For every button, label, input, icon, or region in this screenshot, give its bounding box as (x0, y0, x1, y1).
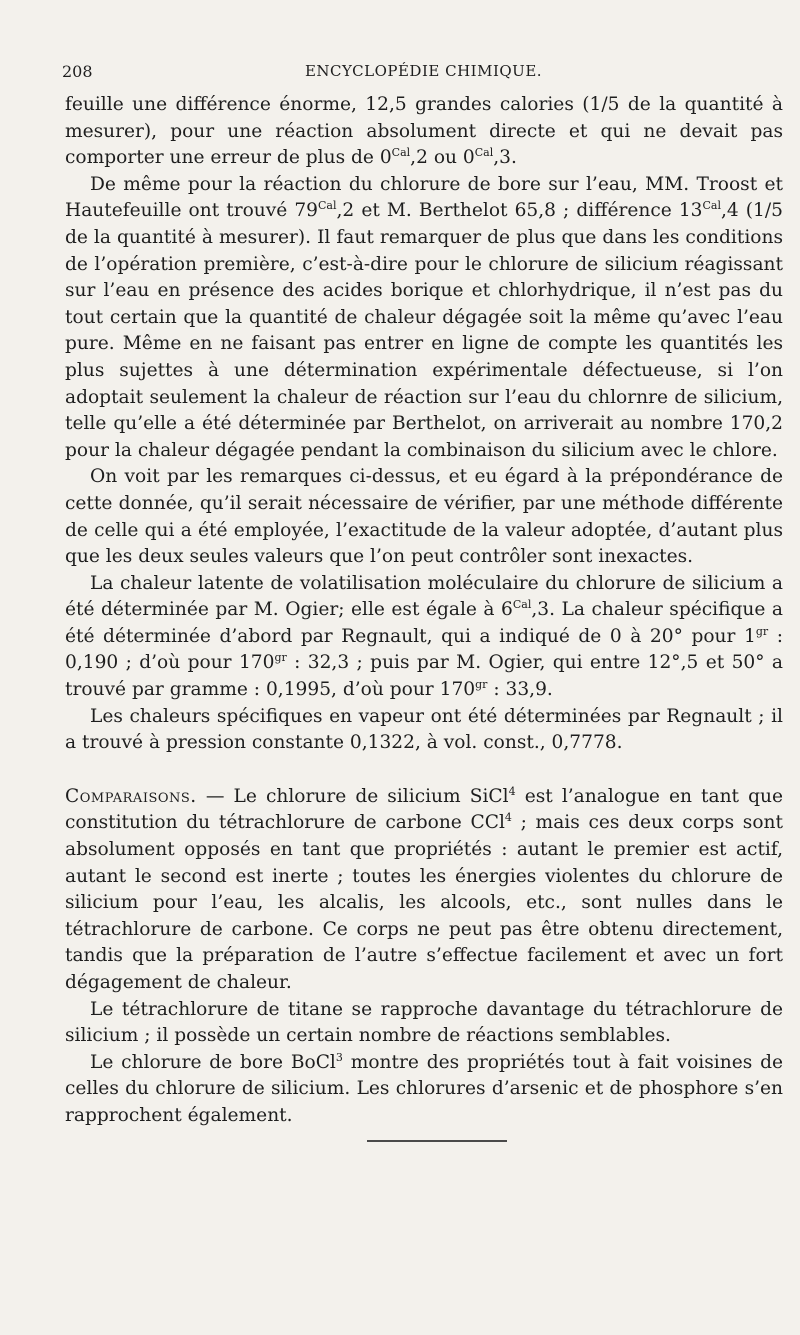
paragraph-3: On voit par les remarques ci-dessus, et eu égard à la prépondérance de cette donnée, qu’il serait nécessaire de vérifier, par une méthode différente de celle qui a été employée, l’exactitude de la valeur adoptée, d’autant plus que les deux seules valeurs que l’on peut contrôler sont inexactes. (65, 466, 783, 568)
end-rule (367, 1140, 507, 1142)
section-paragraph-1-text: — Le chlorure de silicium SiCl$^4$ est l’analogue en tant que constitution du tétrachlorure de carbone CCl$^4$ ; mais ces deux corps sont absolument opposés en tant que propriétés : autant le premier est actif, autant le second est inerte ; toutes les énergies violentes du chlorure de silicium pour l’eau, les alcalis, les alcools, etc., sont nulles dans le tétrachlorure de carbone. Ce corps ne peut pas être obtenu directement, tandis que la préparation de l’autre s’effectue facilement et avec un fort dégagement de chaleur. (65, 784, 783, 993)
page-number: 208 (62, 62, 93, 81)
section-comparaisons-paragraph-1 (65, 784, 783, 997)
section-paragraph-3: Le chlorure de bore BoCl$^3$ montre des propriétés tout à fait voisines de celles du chlorure de silicium. Les chlorures d’arsenic et de phosphore s’en rapprochent également. (65, 1050, 783, 1126)
section-paragraph-2: Le tétrachlorure de titane se rapproche davantage du tétrachlorure de silicium ; il possède un certain nombre de réactions semblables. (65, 998, 783, 1047)
page-body (65, 92, 783, 1130)
paragraph-1: feuille une différence énorme, 12,5 grandes calories (1/5 de la quantité à mesurer), pour une réaction absolument directe et qui ne devait pas comporter une erreur de plus de $0^{Cal},2$ ou $0^{Cal},3$. (65, 94, 783, 169)
paragraph-4: La chaleur latente de volatilisation moléculaire du chlorure de silicium a été déterminée par M. Ogier; elle est égale à $6^{Cal},3$. La chaleur spécifique a été déterminée d’abord par Regnault, qui a indiqué de 0 à 20° pour $1^{gr}$ : 0,190 ; d’où pour $170^{gr}$ : 32,3 ; puis par M. Ogier, qui entre 12°,5 et 50° a trouvé par gramme : 0,1995, d’où pour $170^{gr}$ : 33,9. (65, 572, 783, 701)
paragraph-2: De même pour la réaction du chlorure de bore sur l’eau, MM. Troost et Hautefeuille ont trouvé $79^{Cal},2$ et M. Berthelot 65,8 ; différence $13^{Cal},4$ (1/5 de la quantité à mesurer). Il faut remarquer de plus que dans les conditions de l’opération première, c’est-à-dire pour le chlorure de silicium réagissant sur l’eau en présence des acides borique et chlorhydrique, il n’est pas du tout certain que la quantité de chaleur dégagée soit la même qu’avec l’eau pure. Même en ne faisant pas entrer en ligne de compte les quantités les plus sujettes à une détermination expérimentale défectueuse, si l’on adoptait seulement la chaleur de réaction sur l’eau du chlornre de silicium, telle qu’elle a été déterminée par Berthelot, on arriverait au nombre 170,2 pour la chaleur dégagée pendant la combinaison du silicium avec le chlore. (65, 173, 783, 461)
section-heading: Comparaisons. (65, 785, 197, 807)
paragraph-5: Les chaleurs spécifiques en vapeur ont été déterminées par Regnault ; il a trouvé à pression constante 0,1322, à vol. const., 0,7778. (65, 705, 783, 754)
page-header (62, 62, 785, 88)
section-spacer (65, 757, 783, 784)
running-head: ENCYCLOPÉDIE CHIMIQUE. (304, 62, 543, 80)
